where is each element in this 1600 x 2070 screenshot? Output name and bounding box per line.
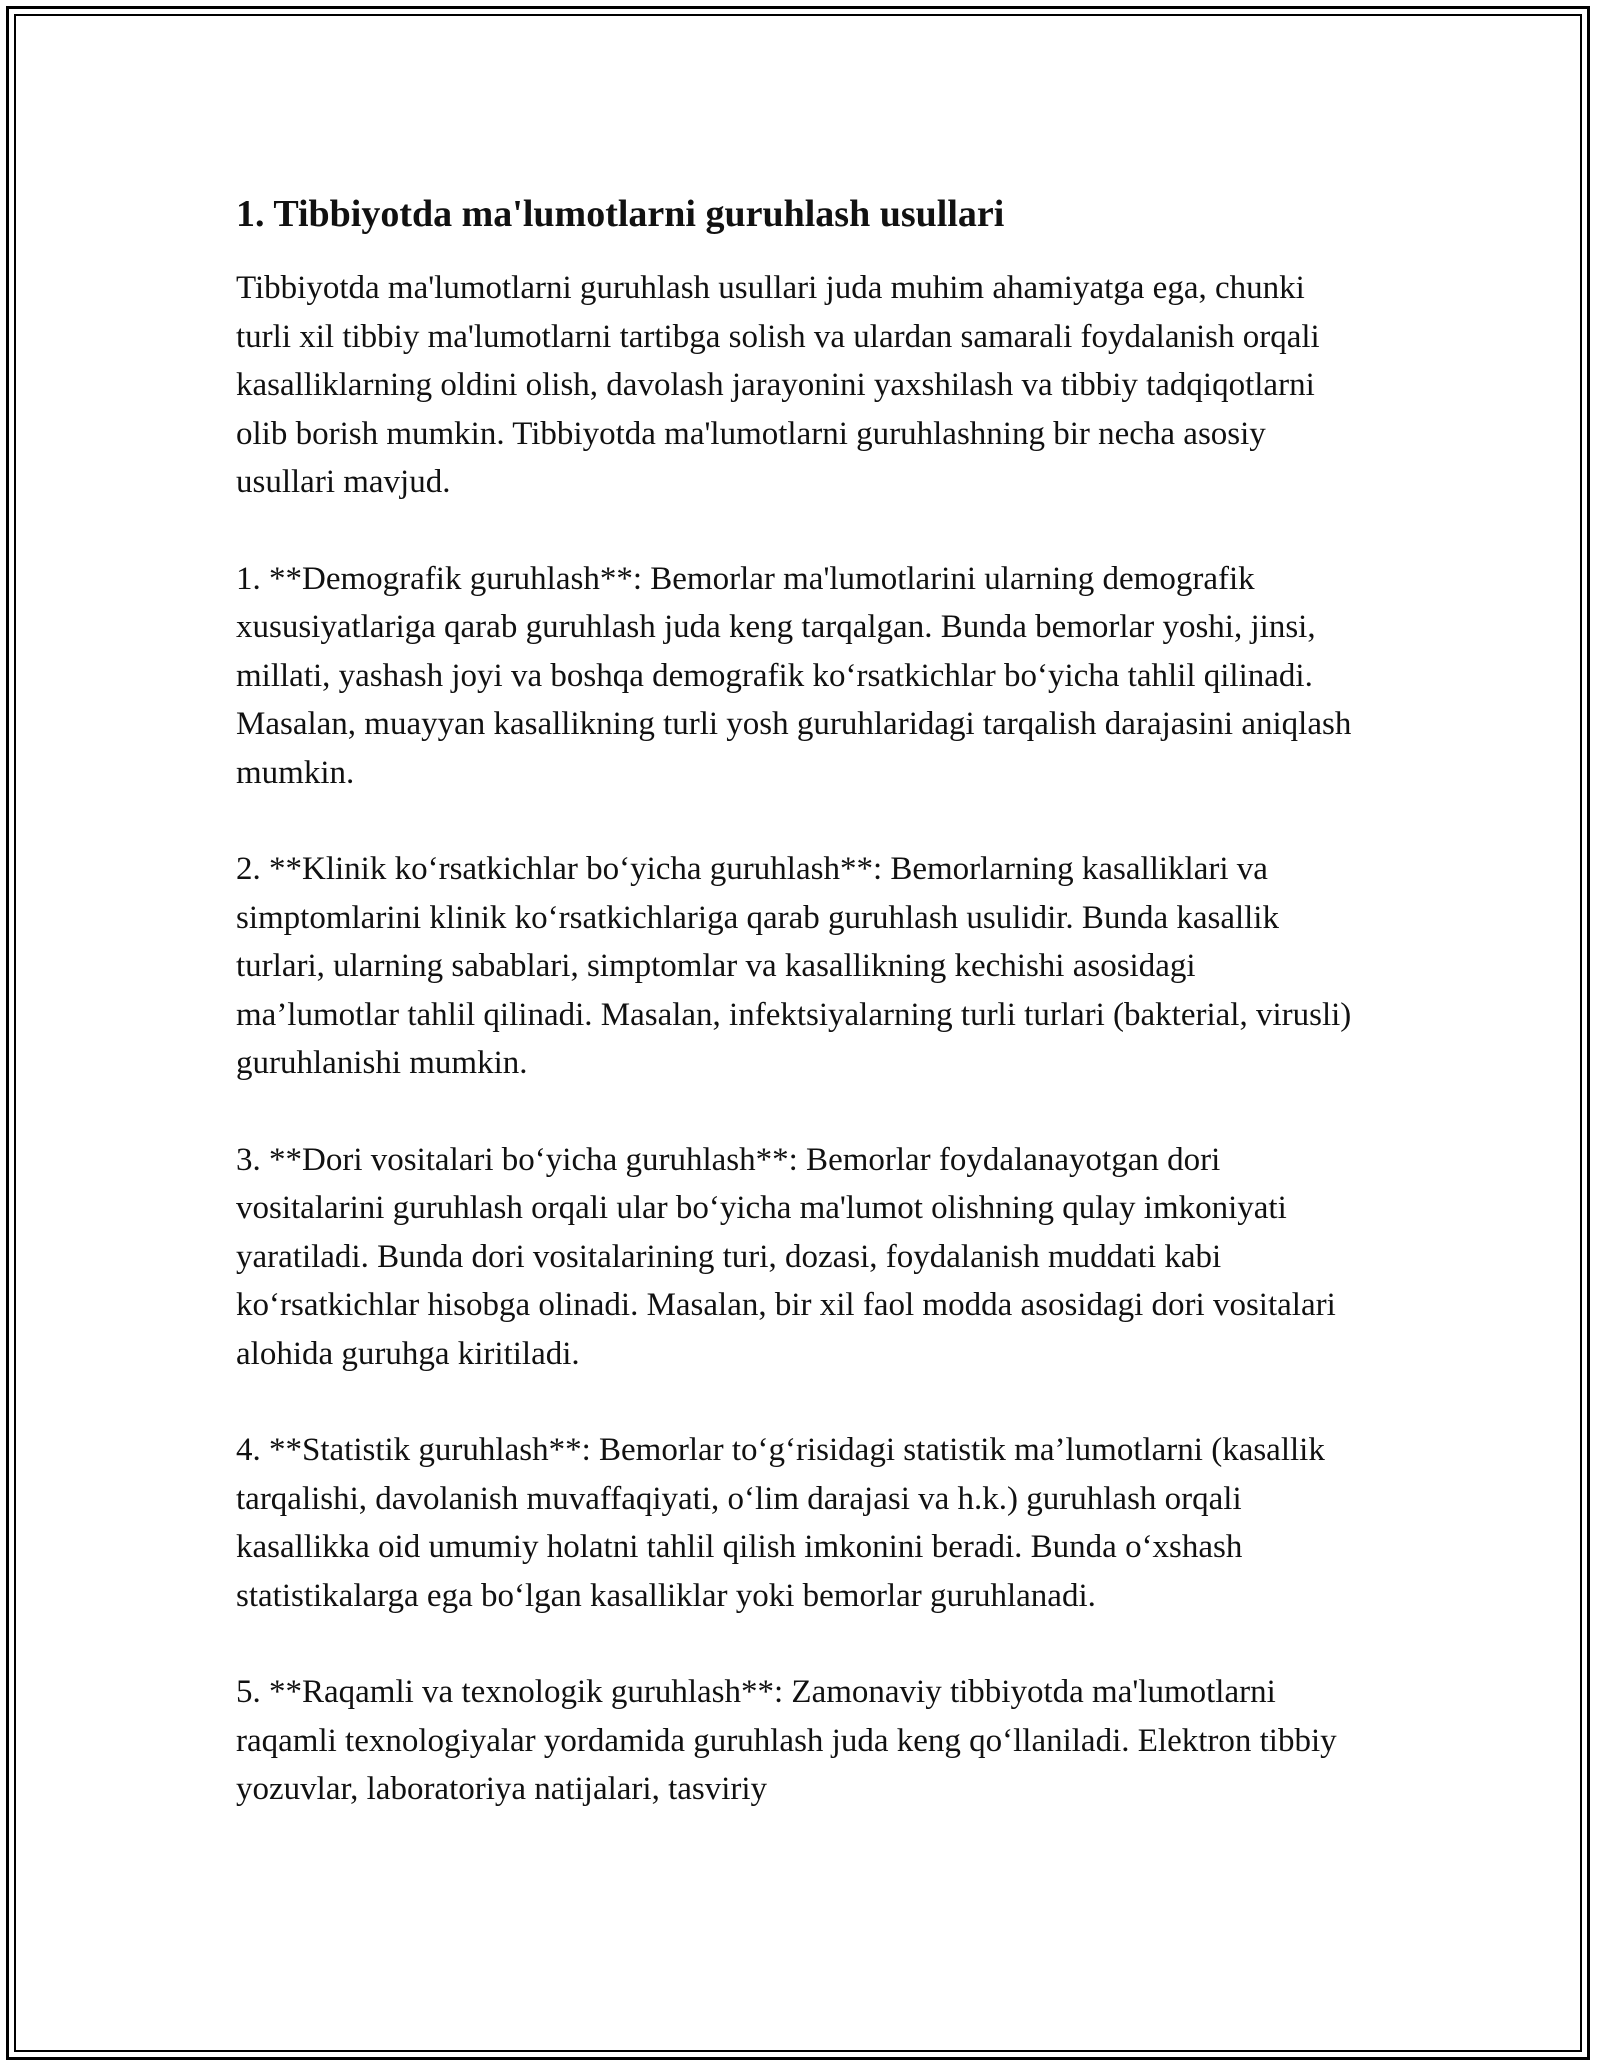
paragraph-medication: 3. **Dori vositalari bo‘yicha guruhlash**: Bemorlar foydalanayotgan dori vositalarini guruhlash orqali ular bo‘yicha ma'lumot olishning qulay imkoniyati yaratiladi. Bunda dori vositalarining turi, dozasi, foydalanish muddati kabi ko‘rsatkichlar hisobga olinadi. Masalan, bir xil faol modda asosidagi dori vositalari alohida guruhga kiritiladi. [236,1141,1336,1372]
paragraph-demographic: 1. **Demografik guruhlash**: Bemorlar ma'lumotlarini ularning demografik xususiyatlariga qarab guruhlash juda keng tarqalgan. Bunda bemorlar yoshi, jinsi, millati, yashash joyi va boshqa demografik ko‘rsatkichlar bo‘yicha tahlil qilinadi. Masalan, muayyan kasallikning turli yosh guruhlaridagi tarqalish darajasini aniqlash mumkin. [236,560,1352,791]
paragraph-statistical: 4. **Statistik guruhlash**: Bemorlar to‘g‘risidagi statistik ma’lumotlarni (kasallik tarqalishi, davolanish muvaffaqiyati, o‘lim darajasi va h.k.) guruhlash orqali kasallikka oid umumiy holatni tahlil qilish imkonini beradi. Bunda o‘xshash statistikalarga ega bo‘lgan kasalliklar yoki bemorlar guruhlanadi. [236,1432,1325,1614]
document-title: 1. Tibbiyotda ma'lumotlarni guruhlash usullari [236,193,1005,235]
paragraph-clinical: 2. **Klinik ko‘rsatkichlar bo‘yicha guruhlash**: Bemorlarning kasalliklari va simptomlarini klinik ko‘rsatkichlariga qarab guruhlash usulidir. Bunda kasallik turlari, ularning sabablari, simptomlar va kasallikning kechishi asosidagi ma’lumotlar tahlil qilinadi. Masalan, infektsiyalarning turli turlari (bakterial, virusli) guruhlanishi mumkin. [236,851,1352,1081]
intro-paragraph: Tibbiyotda ma'lumotlarni guruhlash usullari juda muhim ahamiyatga ega, chunki turli xil tibbiy ma'lumotlarni tartibga solish va ulardan samarali foydalanish orqali kasalliklarning oldini olish, davolash jarayonini yaxshilash va tibbiy tadqiqotlarni olib borish mumkin. Tibbiyotda ma'lumotlarni guruhlashning bir necha asosiy usullari mavjud. [236,270,1320,500]
document-body [236,186,1366,1814]
paragraph-digital: 5. **Raqamli va texnologik guruhlash**: Zamonaviy tibbiyotda ma'lumotlarni raqamli texnologiyalar yordamida guruhlash juda keng qo‘llaniladi. Elektron tibbiy yozuvlar, laboratoriya natijalari, tasviriy [236,1674,1337,1807]
